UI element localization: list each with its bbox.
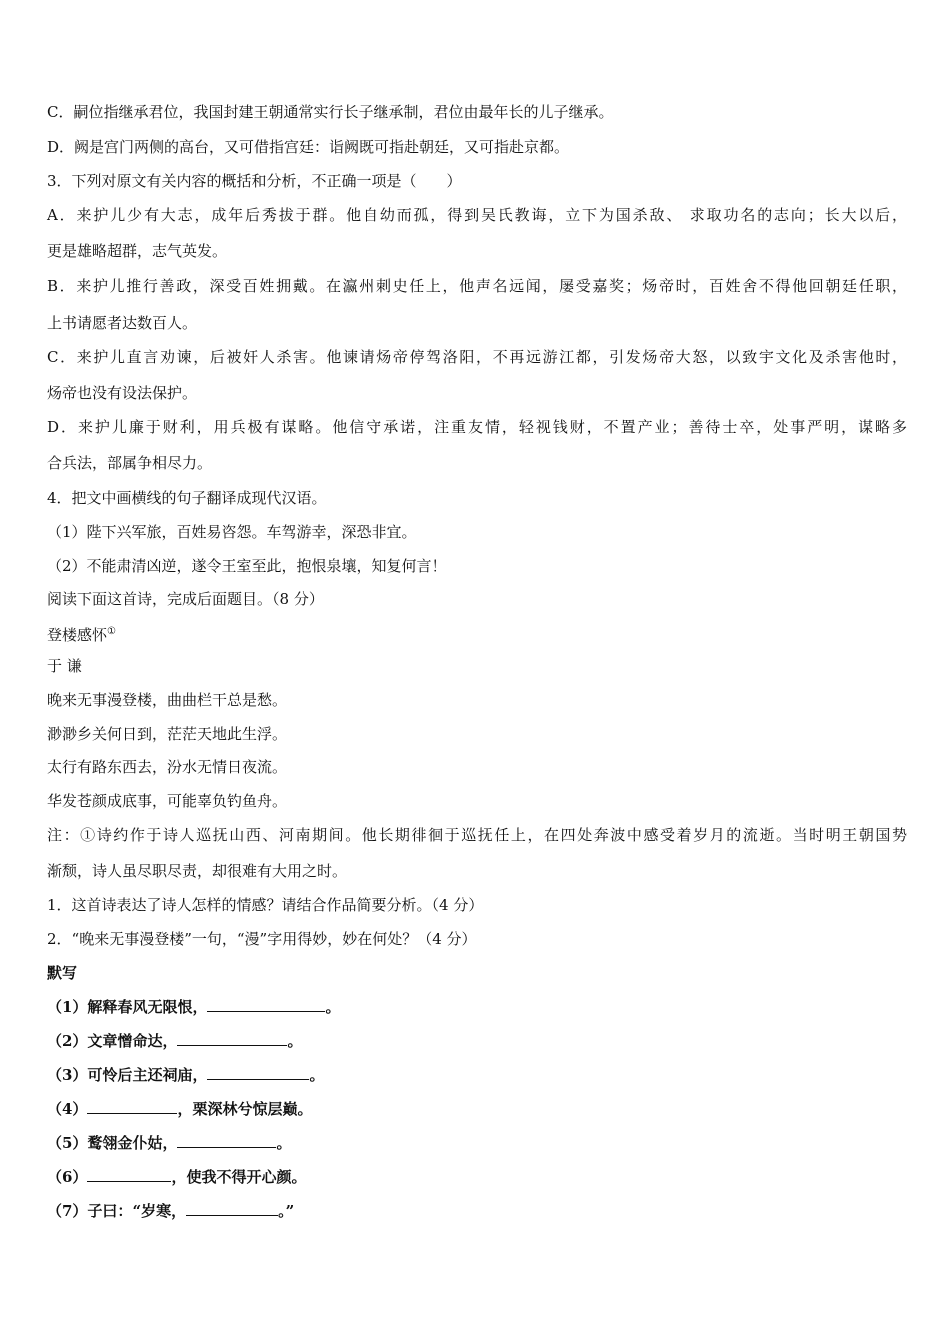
dictation-item-1	[47, 997, 907, 1017]
dictation-item-3-prefix: （3）可怜后主还祠庙，	[47, 1066, 208, 1084]
q3-option-b-line2: 上书请愿者达数百人。	[47, 314, 198, 332]
dictation-item-4-suffix: ，栗深林兮惊层巅。	[177, 1100, 313, 1118]
q3-option-b-line1: B．来护儿推行善政，深受百姓拥戴。在瀛州刺史任上，他声名远闻，屡受嘉奖；炀帝时，百姓舍不得他回朝廷任职，	[47, 277, 907, 295]
q3-option-a-line2: 更是雄略超群，志气英发。	[47, 242, 228, 260]
poem-line-3: 太行有路东西去，汾水无情日夜流。	[47, 758, 288, 776]
poem-note-line1: 注：①诗约作于诗人巡抚山西、河南期间。他长期徘徊于巡抚任上，在四处奔波中感受着岁月的流逝。当时明王朝国势	[47, 826, 907, 844]
q4-sentence-2: （2）不能肃清凶逆，遂令王室至此，抱恨泉壤，知复何言！	[47, 557, 447, 575]
dictation-item-4	[47, 1099, 907, 1119]
poem-intro: 阅读下面这首诗，完成后面题目。（8 分）	[47, 590, 324, 608]
poem-note-line2: 渐颓，诗人虽尽职尽责，却很难有大用之时。	[47, 862, 348, 880]
dictation-heading: 默写	[47, 964, 78, 982]
dictation-item-5-suffix: 。	[276, 1134, 292, 1152]
dictation-item-2	[47, 1031, 907, 1051]
q2-option-d: D．阙是宫门两侧的高台，又可借指宫廷：诣阙既可指赴朝廷，又可指赴京都。	[47, 138, 570, 156]
poem-line-2: 渺渺乡关何日到，茫茫天地此生浮。	[47, 725, 288, 743]
dictation-item-6	[47, 1167, 907, 1187]
dictation-item-5	[47, 1133, 907, 1153]
q3-option-c-line1: C．来护儿直言劝谏，后被奸人杀害。他谏请炀帝停驾洛阳，不再远游江都，引发炀帝大怒，以致宇文化及杀害他时，	[47, 348, 907, 366]
q3-option-d-line2: 合兵法，部属争相尽力。	[47, 454, 213, 472]
q3-option-c-line2: 炀帝也没有设法保护。	[47, 384, 198, 402]
answer-blank-4[interactable]	[87, 1099, 177, 1114]
answer-blank-3[interactable]	[207, 1065, 309, 1080]
poem-question-2: 2．“晚来无事漫登楼”一句，“漫”字用得妙，妙在何处？（4 分）	[47, 930, 477, 948]
dictation-item-4-prefix: （4）	[47, 1100, 88, 1118]
poem-line-1: 晚来无事漫登楼，曲曲栏干总是愁。	[47, 691, 288, 709]
q2-option-c: C．嗣位指继承君位，我国封建王朝通常实行长子继承制，君位由最年长的儿子继承。	[47, 103, 614, 121]
answer-blank-6[interactable]	[87, 1167, 171, 1182]
poem-title-text: 登楼感怀	[47, 626, 108, 644]
answer-blank-1[interactable]	[207, 997, 325, 1012]
dictation-item-3	[47, 1065, 907, 1085]
poem-title	[47, 622, 907, 645]
q3-option-a-line1: A．来护儿少有大志，成年后秀拔于群。他自幼而孤，得到吴氏教诲，立下为国杀敌、 求取功名的志向；长大以后，	[47, 206, 907, 224]
dictation-item-7-prefix: （7）子曰：“岁寒，	[47, 1202, 187, 1220]
dictation-item-2-prefix: （2）文章憎命达，	[47, 1032, 178, 1050]
dictation-item-5-prefix: （5）鹜翎金仆姑，	[47, 1134, 178, 1152]
dictation-item-6-prefix: （6）	[47, 1168, 88, 1186]
dictation-item-7-suffix: 。”	[278, 1202, 295, 1220]
dictation-item-1-suffix: 。	[325, 998, 341, 1016]
dictation-item-2-suffix: 。	[287, 1032, 303, 1050]
q3-stem: 3．下列对原文有关内容的概括和分析，不正确一项是（ ）	[47, 172, 462, 190]
q4-sentence-1: （1）陛下兴军旅，百姓易咨怨。车驾游幸，深恐非宜。	[47, 523, 417, 541]
dictation-item-6-suffix: ，使我不得开心颜。	[171, 1168, 307, 1186]
dictation-item-3-suffix: 。	[309, 1066, 325, 1084]
dictation-item-1-prefix: （1）解释春风无限恨，	[47, 998, 208, 1016]
answer-blank-2[interactable]	[177, 1031, 287, 1046]
answer-blank-7[interactable]	[186, 1201, 278, 1216]
q3-option-d-line1: D．来护儿廉于财利，用兵极有谋略。他信守承诺，注重友情，轻视钱财，不置产业；善待士卒，处事严明，谋略多	[47, 418, 907, 436]
poem-note-marker: ①	[107, 626, 116, 637]
q4-stem: 4．把文中画横线的句子翻译成现代汉语。	[47, 489, 327, 507]
answer-blank-5[interactable]	[177, 1133, 276, 1148]
dictation-item-7	[47, 1201, 907, 1221]
poem-author: 于 谦	[47, 657, 82, 675]
poem-question-1: 1．这首诗表达了诗人怎样的情感？请结合作品简要分析。（4 分）	[47, 896, 484, 914]
poem-line-4: 华发苍颜成底事，可能辜负钓鱼舟。	[47, 792, 288, 810]
